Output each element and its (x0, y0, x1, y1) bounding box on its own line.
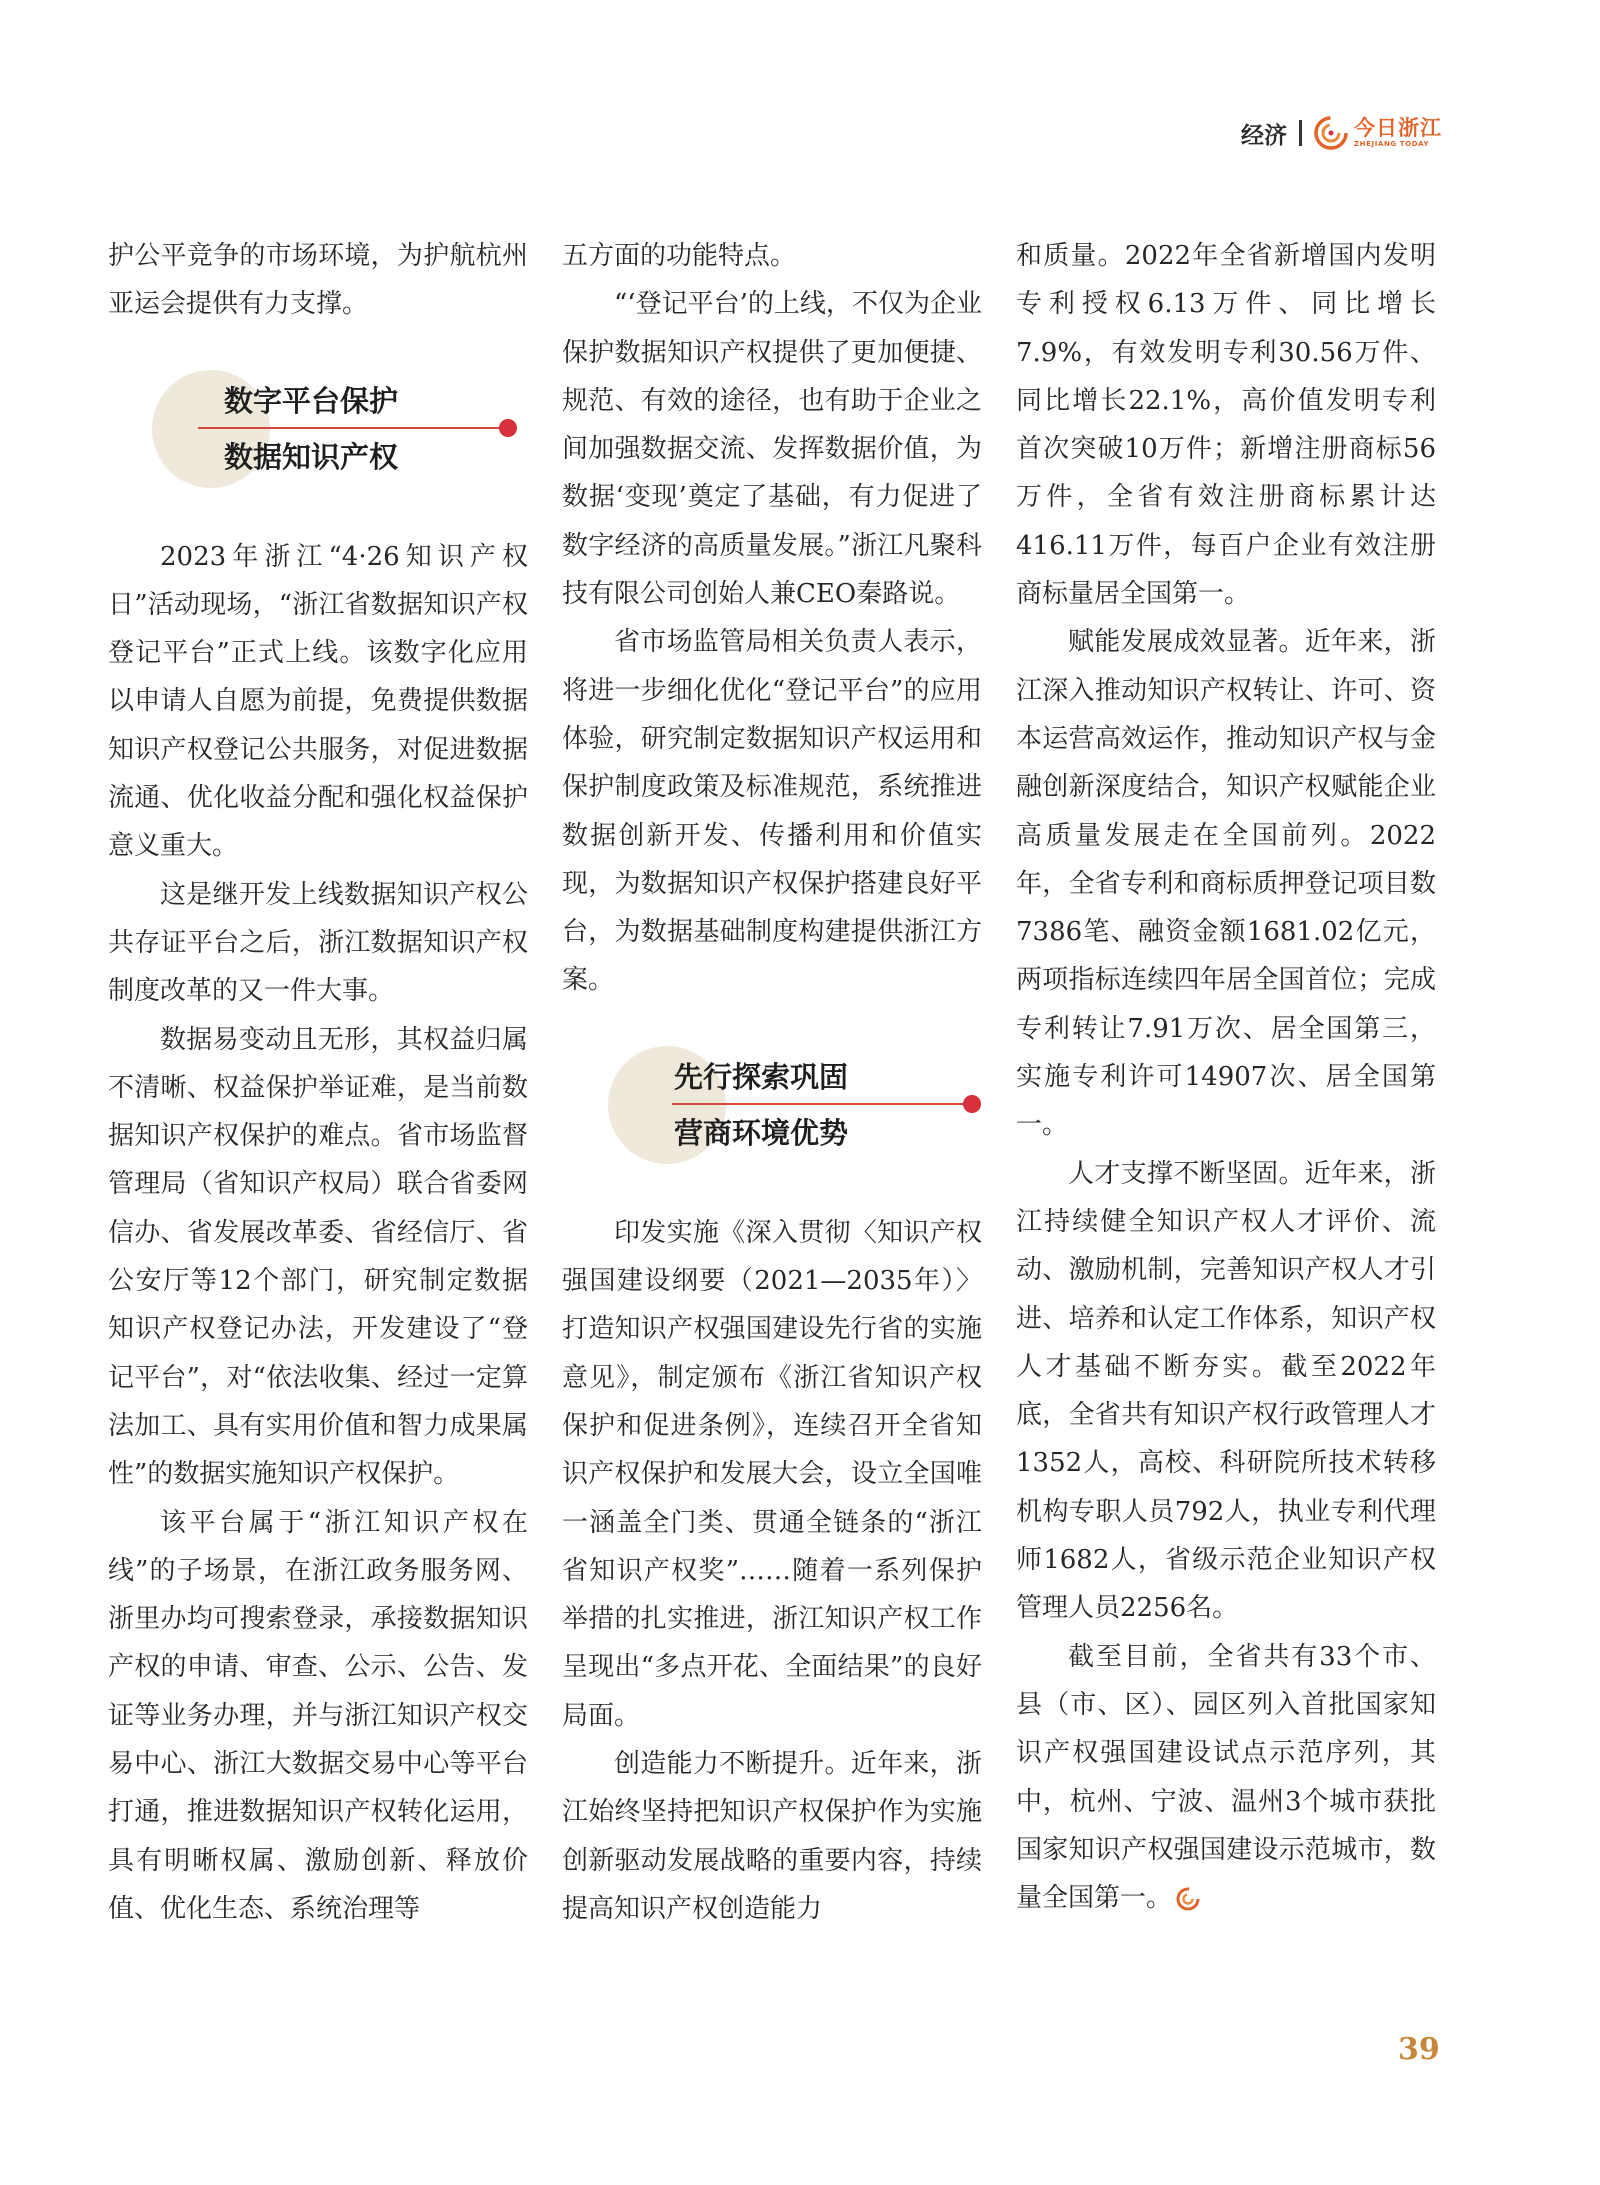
logo-chinese-text: 今日浙江 (1354, 116, 1442, 140)
subheading-dot-icon (963, 1095, 981, 1113)
paragraph: 和质量。2022年全省新增国内发明专利授权6.13万件、同比增长7.9%，有效发明专利30.56万件、同比增长22.1%，高价值发明专利首次突破10万件；新增注册商标56万件，全省有效注册商标累计达416.11万件，每百户企业有效注册商标量居全国第一。 (1016, 241, 1436, 610)
magazine-logo (1314, 116, 1442, 150)
article-column-1 (108, 232, 528, 1933)
paragraph: 创造能力不断提升。近年来，浙江始终坚持把知识产权保护作为实施创新驱动发展战略的重要内容，持续提高知识产权创造能力 (562, 1749, 982, 1924)
paragraph: 该平台属于“浙江知识产权在线”的子场景，在浙江政务服务网、浙里办均可搜索登录，承接数据知识产权的申请、审查、公示、公告、发证等业务办理，并与浙江知识产权交易中心、浙江大数据交易中心等平台打通，推进数据知识产权转化运用，具有明晰权属、激励创新、释放价值、优化生态、系统治理等 (108, 1507, 528, 1924)
paragraph: 数据易变动且无形，其权益归属不清晰、权益保护举证难，是当前数据知识产权保护的难点。省市场监督管理局（省知识产权局）联合省委网信办、省发展改革委、省经信厅、省公安厅等12个部门，研究制定数据知识产权登记办法，开发建设了“登记平台”，对“依法收集、经过一定算法加工、具有实用价值和智力成果属性”的数据实施知识产权保护。 (108, 1024, 528, 1490)
paragraph: “‘登记平台’的上线，不仅为企业保护数据知识产权提供了更加便捷、规范、有效的途径，也有助于企业之间加强数据交流、发挥数据价值，为数据‘变现’奠定了基础，有力促进了数字经济的高质量发展。”浙江凡聚科技有限公司创始人兼CEO秦路说。 (562, 289, 982, 610)
subheading-dot-icon (499, 419, 517, 437)
article-column-2 (562, 232, 982, 1933)
subheading-business-environment (562, 1039, 982, 1171)
subheading-rule (198, 427, 504, 429)
page-number: 39 (1398, 2032, 1440, 2067)
paragraph: 2023年浙江“4·26知识产权日”活动现场，“浙江省数据知识产权登记平台”正式上线。该数字化应用以申请人自愿为前提，免费提供数据知识产权登记公共服务，对促进数据流通、优化收益分配和强化权益保护意义重大。 (108, 541, 528, 862)
paragraph: 印发实施《深入贯彻〈知识产权强国建设纲要（2021—2035年）〉打造知识产权强国建设先行省的实施意见》，制定颁布《浙江省知识产权保护和促进条例》，连续召开全省知识产权保护和发展大会，设立全国唯一涵盖全门类、贯通全链条的“浙江省知识产权奖”……随着一系列保护举措的扎实推进，浙江知识产权工作呈现出“多点开花、全面结果”的良好局面。 (562, 1217, 982, 1731)
subheading-line-1: 数字平台保护 (224, 383, 399, 418)
logo-english-text: ZHEJIANG TODAY (1354, 140, 1430, 148)
subheading-digital-platform (108, 363, 528, 495)
page-header (1241, 116, 1442, 150)
paragraph: 护公平竞争的市场环境，为护航杭州亚运会提供有力支撑。 (108, 241, 528, 320)
header-divider (1299, 120, 1302, 146)
subheading-line-2: 数据知识产权 (224, 439, 399, 474)
paragraph: 五方面的功能特点。 (562, 241, 797, 271)
paragraph: 赋能发展成效显著。近年来，浙江深入推动知识产权转让、许可、资本运营高效运作，推动知识产权与金融创新深度结合，知识产权赋能企业高质量发展走在全国前列。2022年，全省专利和商标质押登记项目数7386笔、融资金额1681.02亿元，两项指标连续四年居全国首位；完成专利转让7.91万次、居全国第三，实施专利许可14907次、居全国第一。 (1016, 627, 1436, 1141)
final-paragraph-text: 截至目前，全省共有33个市、县（市、区）、园区列入首批国家知识产权强国建设试点示范序列，其中，杭州、宁波、温州3个城市获批国家知识产权强国建设示范城市，数量全国第一。 (1016, 1641, 1436, 1914)
subheading-rule (672, 1103, 968, 1105)
section-name: 经济 (1241, 122, 1287, 149)
swirl-logo-icon (1314, 116, 1348, 150)
paragraph: 人才支撑不断坚固。近年来，浙江持续健全知识产权人才评价、流动、激励机制，完善知识产权人才引进、培养和认定工作体系，知识产权人才基础不断夯实。截至2022年底，全省共有知识产权行政管理人才1352人，高校、科研院所技术转移机构专职人员792人，执业专利代理师1682人，省级示范企业知识产权管理人员2256名。 (1016, 1158, 1436, 1624)
article-column-3 (1016, 232, 1436, 1922)
paragraph: 这是继开发上线数据知识产权公共存证平台之后，浙江数据知识产权制度改革的又一件大事。 (108, 879, 528, 1007)
subheading-line-1: 先行探索巩固 (674, 1059, 849, 1094)
subheading-line-2: 营商环境优势 (674, 1115, 849, 1150)
paragraph: 省市场监管局相关负责人表示，将进一步细化优化“登记平台”的应用体验，研究制定数据知识产权运用和保护制度政策及标准规范，系统推进数据创新开发、传播利用和价值实现，为数据知识产权保护搭建良好平台，为数据基础制度构建提供浙江方案。 (562, 627, 982, 996)
article-end-logo-icon (1176, 1887, 1200, 1911)
paragraph (1016, 1633, 1436, 1923)
